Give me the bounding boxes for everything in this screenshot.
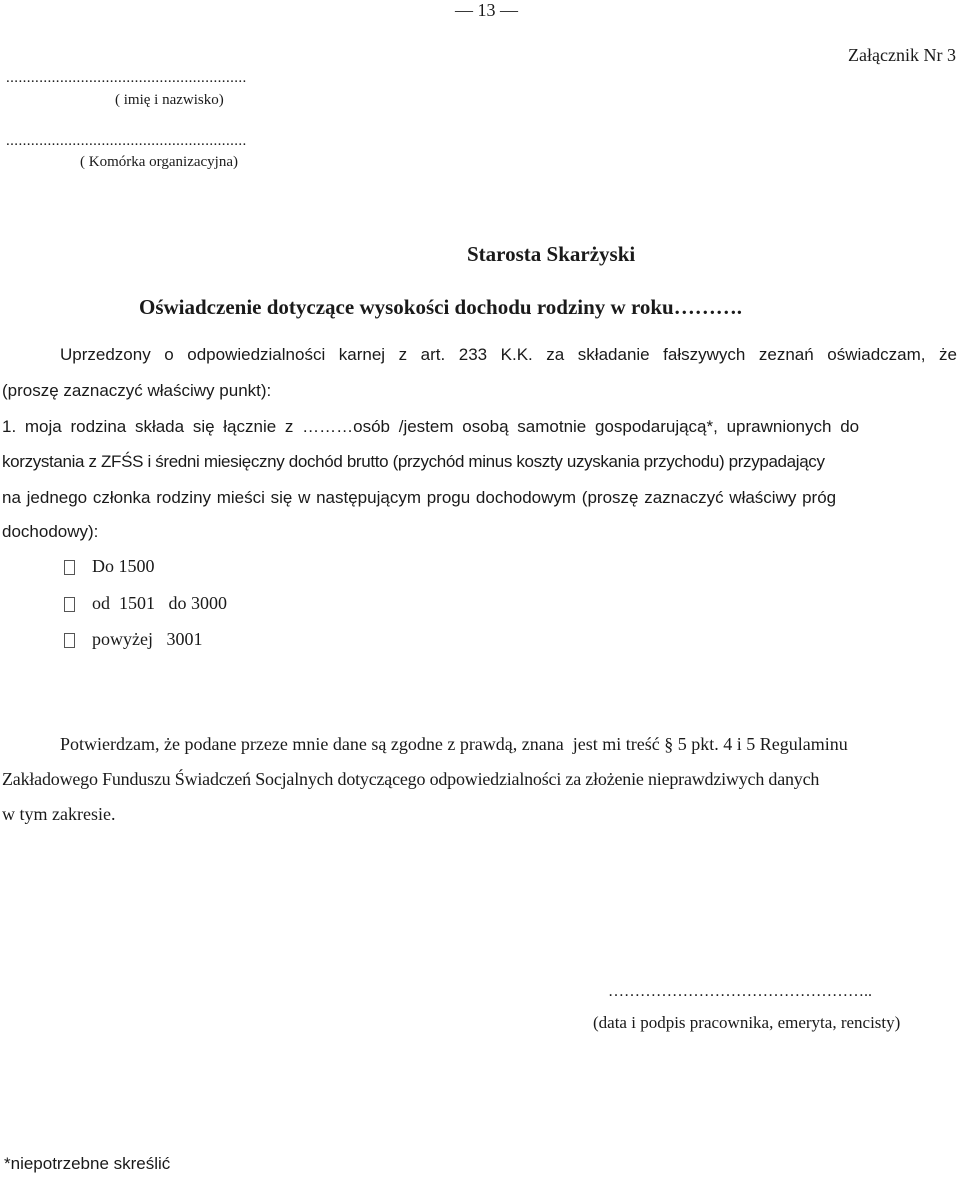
intro-word: Uprzedzony — [60, 345, 151, 364]
confirmation-line-1: Potwierdzam, że podane przeze mnie dane są zgodne z prawdą, znana jest mi treść § 5 pkt. 4 i 5 Regulaminu — [60, 734, 848, 754]
intro-word: 233 — [458, 345, 488, 364]
intro-word: art. — [420, 345, 446, 364]
intro-word: odpowiedzialności — [187, 345, 326, 364]
intro-word: zeznań — [758, 345, 814, 364]
point1-line-3: na jednego członka rodziny mieści się w następującym progu dochodowym (proszę zaznaczyć właściwy próg — [2, 488, 837, 507]
intro-line-2: (proszę zaznaczyć właściwy punkt): — [2, 381, 272, 400]
footnote: *niepotrzebne skreślić — [4, 1154, 171, 1173]
option-label-2: od 1501 do 3000 — [92, 593, 227, 613]
signature-dots: ………………………………………….. — [608, 983, 872, 1000]
option-checkbox-3[interactable] — [64, 633, 75, 648]
unit-dots: .......................................................... — [6, 133, 247, 149]
intro-word: o — [164, 345, 174, 364]
option-label-1: Do 1500 — [92, 556, 155, 576]
confirmation-line-3: w tym zakresie. — [2, 804, 116, 824]
signature-label: (data i podpis pracownika, emeryta, rencisty) — [593, 1013, 901, 1032]
point1-line-2: korzystania z ZFŚS i średni miesięczny dochód brutto (przychód minus koszty uzyskania przychodu) przypadający — [2, 452, 825, 471]
unit-label: ( Komórka organizacyjna) — [80, 154, 238, 170]
intro-line-1 — [60, 345, 957, 365]
page-number: — 13 — — [455, 0, 518, 20]
intro-word: karnej — [338, 345, 386, 364]
point1-line-1: 1. moja rodzina składa się łącznie z ………osób /jestem osobą samotnie gospodarującą*, uprawnionych do — [2, 417, 860, 436]
point1-line-4: dochodowy): — [2, 522, 99, 541]
intro-word: za — [546, 345, 565, 364]
document-title: Oświadczenie dotyczące wysokości dochodu rodziny w roku………. — [139, 295, 742, 319]
attachment-label: Załącznik Nr 3 — [848, 45, 956, 65]
intro-word: składanie — [577, 345, 650, 364]
intro-word: z — [398, 345, 408, 364]
addressee: Starosta Skarżyski — [467, 242, 636, 266]
confirmation-line-2: Zakładowego Funduszu Świadczeń Socjalnych dotyczącego odpowiedzialności za złożenie nieprawdziwych danych — [2, 769, 820, 789]
option-checkbox-2[interactable] — [64, 597, 75, 612]
option-label-3: powyżej 3001 — [92, 629, 203, 649]
intro-word: że — [939, 345, 957, 364]
name-dots: .......................................................... — [6, 70, 247, 86]
intro-word: fałszywych — [663, 345, 746, 364]
intro-word: oświadczam, — [827, 345, 926, 364]
option-checkbox-1[interactable] — [64, 560, 75, 575]
intro-word: K.K. — [500, 345, 533, 364]
name-label: ( imię i nazwisko) — [115, 92, 224, 108]
